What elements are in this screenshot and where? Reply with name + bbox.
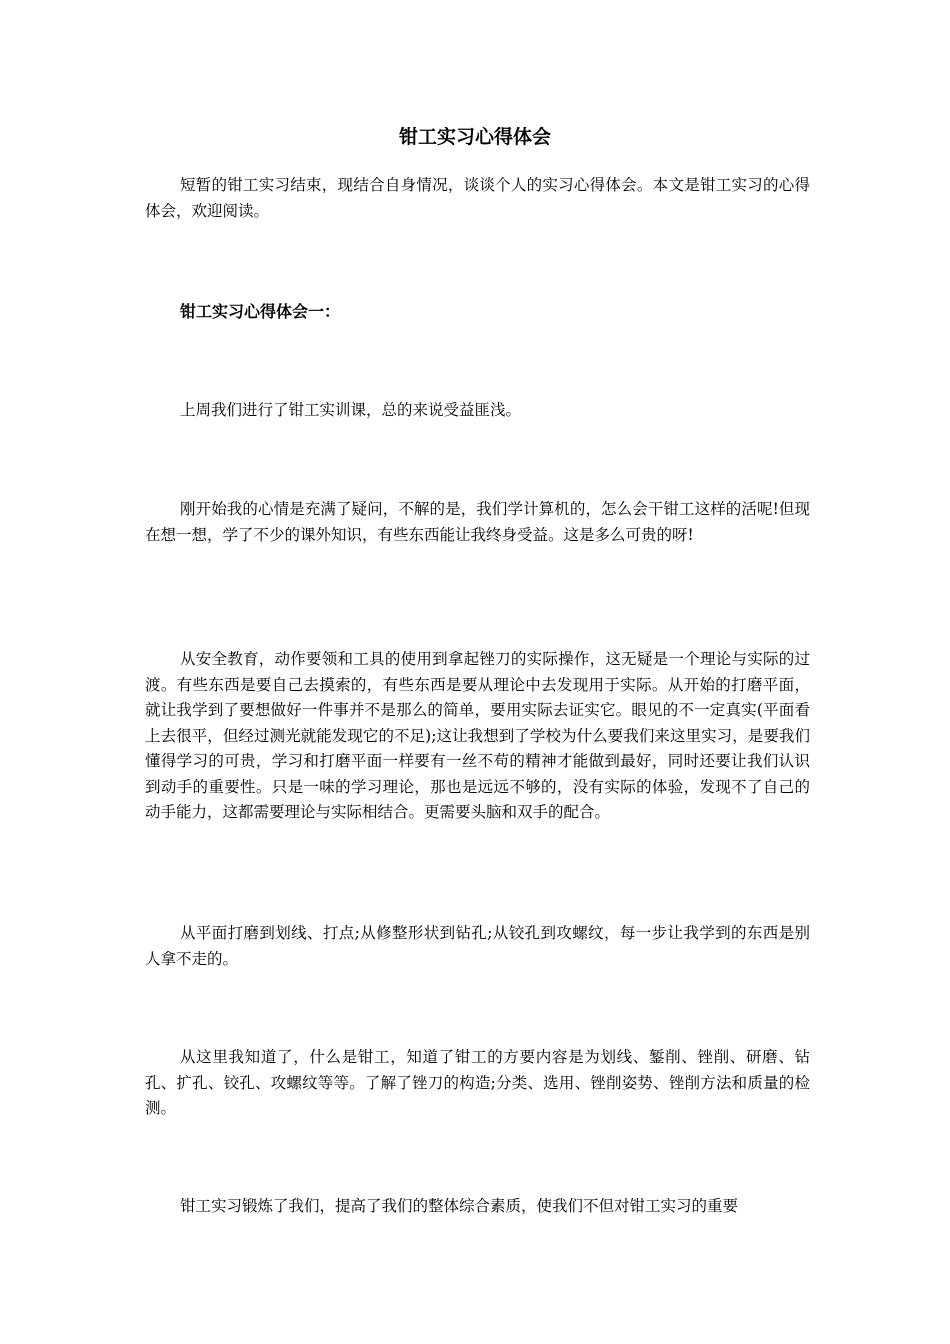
body-paragraph-5: 从这里我知道了，什么是钳工，知道了钳工的方要内容是为划线、錾削、锉削、研磨、钻孔、扩孔、铰孔、攻螺纹等等。了解了锉刀的构造;分类、选用、锉削姿势、锉削方法和质量的检测。 xyxy=(145,1048,810,1117)
body-paragraph-1: 上周我们进行了钳工实训课，总的来说受益匪浅。 xyxy=(180,401,522,419)
body-paragraph-3: 从安全教育，动作要领和工具的使用到拿起锉刀的实际操作，这无疑是一个理论与实际的过渡。有些东西是要自己去摸索的，有些东西是要从理论中去发现用于实际。从开始的打磨平面，就让我学到了要想做好一件事并不是那么的简单，要用实际去证实它。眼见的不一定真实(平面看上去很平，但经过测光就能发现它的不足);这让我想到了学校为什么要我们来这里实习，是要我们懂得学习的可贵，学习和打磨平面一样要有一丝不苟的精神才能做到最好，同时还要让我们认识到动手的重要性。只是一味的学习理论，那也是远远不够的，没有实际的体验，发现不了自己的动手能力，这都需要理论与实际相结合。更需要头脑和双手的配合。 xyxy=(145,650,810,821)
document-title: 钳工实习心得体会 xyxy=(398,126,551,148)
section-heading: 钳工实习心得体会一： xyxy=(180,302,341,321)
body-paragraph-2: 刚开始我的心情是充满了疑问，不解的是，我们学计算机的，怎么会干钳工这样的活呢!但现在想一想，学了不少的课外知识，有些东西能让我终身受益。这是多么可贵的呀! xyxy=(145,500,810,544)
intro-paragraph: 短暂的钳工实习结束，现结合自身情况，谈谈个人的实习心得体会。本文是钳工实习的心得体会，欢迎阅读。 xyxy=(145,176,810,220)
body-paragraph-4: 从平面打磨到划线、打点;从修整形状到钻孔;从铰孔到攻螺纹，每一步让我学到的东西是别人拿不走的。 xyxy=(145,924,810,968)
body-paragraph-6: 钳工实习锻炼了我们，提高了我们的整体综合素质，使我们不但对钳工实习的重要 xyxy=(180,1197,739,1215)
